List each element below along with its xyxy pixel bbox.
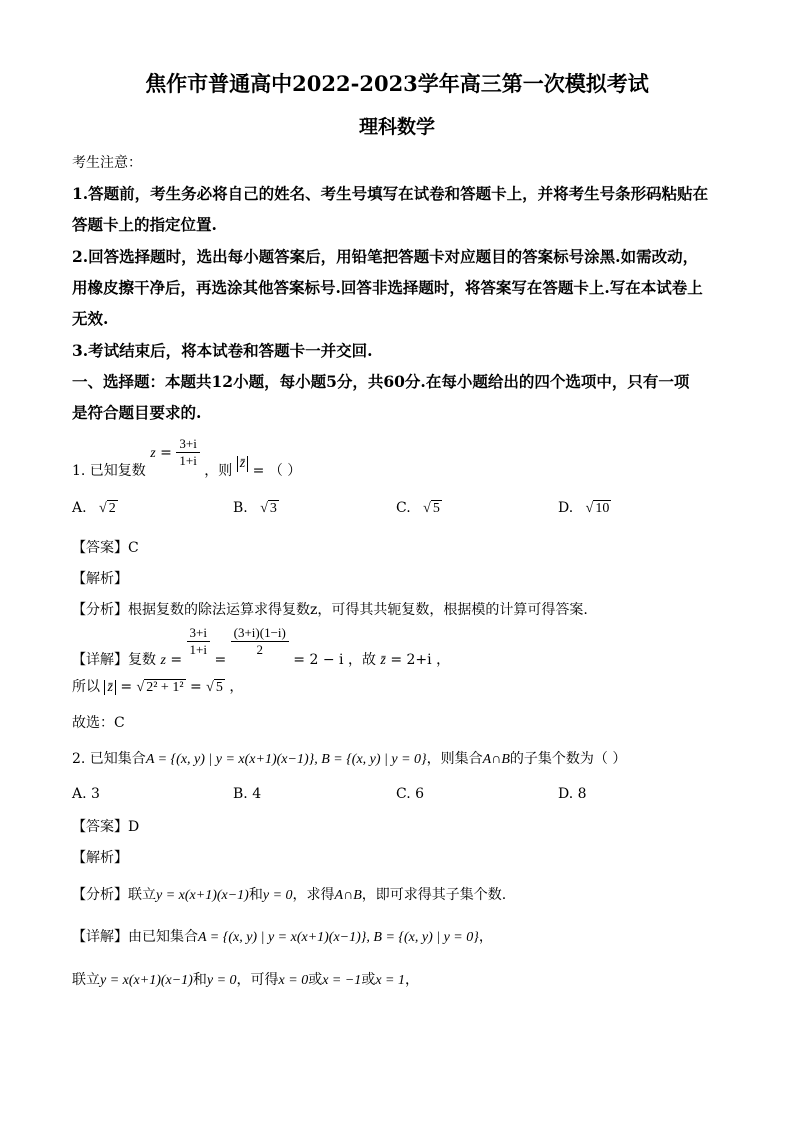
q1-var-z: z [150,445,156,461]
section1-line1: 一、选择题：本题共12小题，每小题5分，共60分.在每小题给出的四个选项中，只有一项 [72,372,690,391]
notice-item2-line1: 2.回答选择题时，选出每小题答案后，用铅笔把答题卡对应题目的答案标号涂黑.如需改动， [72,247,699,266]
q2-analysis-tag: 【解析】 [72,850,128,866]
q1-xiangjie: 【详解】复数 z = $\frac{3+i}{1+i}$ = $\frac{(3+i)(1-i)}{2}$ = 2 − i ，故 z̄ = 2+i ， [72,625,451,668]
q1-conj-abs: z̄ [237,456,248,472]
notice-heading: 考生注意： [72,155,142,171]
q1-option-a: A. √ 2 [72,500,116,516]
notice-item2-line3: 无效. [72,309,109,328]
q2-xiangjie: 【详解】由已知集合A = {(x, y) | y = x(x+1)(x−1)}, B = {(x, y) | y = 0}， [72,929,493,945]
q2-fenxi: 【分析】联立y = x(x+1)(x−1)和y = 0，求得A∩B，即可求得其子集个数. [72,887,507,903]
q1-fraction: $\frac{3+i}{1+i}$ [176,436,199,470]
q2-sets: A = {(x, y) | y = x(x+1)(x−1)}, B = {(x, y) | y = 0} [145,752,427,767]
notice-item1-line2: 答题卡上的指定位置. [72,215,217,234]
q1-option-d-value: 10 [595,501,610,516]
q1-option-a-value: 2 [108,501,116,516]
q1-prefix: 1. 已知复数 [72,462,146,479]
q1-mid: ，则 [204,462,233,479]
page-subtitle: 理科数学 [358,116,435,138]
section1-line2: 是符合题目要求的. [72,403,202,422]
q1-fenxi: 【分析】根据复数的除法运算求得复数z，可得其共轭复数，根据模的计算可得答案. [72,602,588,618]
notice-item3: 3.考试结束后，将本试卷和答题卡一并交回. [72,341,373,360]
q1-answer: 【答案】C [72,540,139,556]
q1-suoyi: 所以 z̄ = √ 2² + 1² = √ 5 ， [72,679,244,695]
q1-equals: = [160,444,172,461]
q1-analysis-tag: 【解析】 [72,571,128,587]
q2-option-b: B. 4 [233,786,262,802]
q1-option-d: D. √ 10 [558,500,610,516]
q1-option-c: C. √ 5 [396,500,440,516]
q1-option-b-value: 3 [269,501,277,516]
q2-option-c: C. 6 [396,786,425,802]
q2-answer: 【答案】D [72,819,140,835]
notice-item1-line1: 1.答题前，考生务必将自己的姓名、考生号填写在试卷和答题卡上，并将考生号条形码粘贴在 [72,184,709,203]
q2-option-d: D. 8 [558,786,587,802]
q2-option-a: A. 3 [72,786,100,802]
question-2-stem: 2. 已知集合A = {(x, y) | y = x(x+1)(x−1)}, B = {(x, y) | y = 0}，则集合A∩B的子集个数为（ ） [72,751,627,767]
q1-option-c-value: 5 [432,501,440,516]
q1-guxuan: 故选：C [72,715,125,731]
q2-lianli: 联立y = x(x+1)(x−1)和y = 0，可得x = 0或x = −1或x = 1， [72,972,419,988]
question-1-stem: 1. 已知复数 z = $\frac{3+i}{1+i}$ ，则 z̄ = （ ） [72,436,302,479]
page-title: 焦作市普通高中2022-2023学年高三第一次模拟考试 [145,71,649,96]
notice-item2-line2: 用橡皮擦干净后，再选涂其他答案标号.回答非选择题时，将答案写在答题卡上.写在本试卷上 [72,278,703,297]
q1-tail: （ ） [268,462,302,479]
q1-option-b: B. √ 3 [233,500,277,516]
